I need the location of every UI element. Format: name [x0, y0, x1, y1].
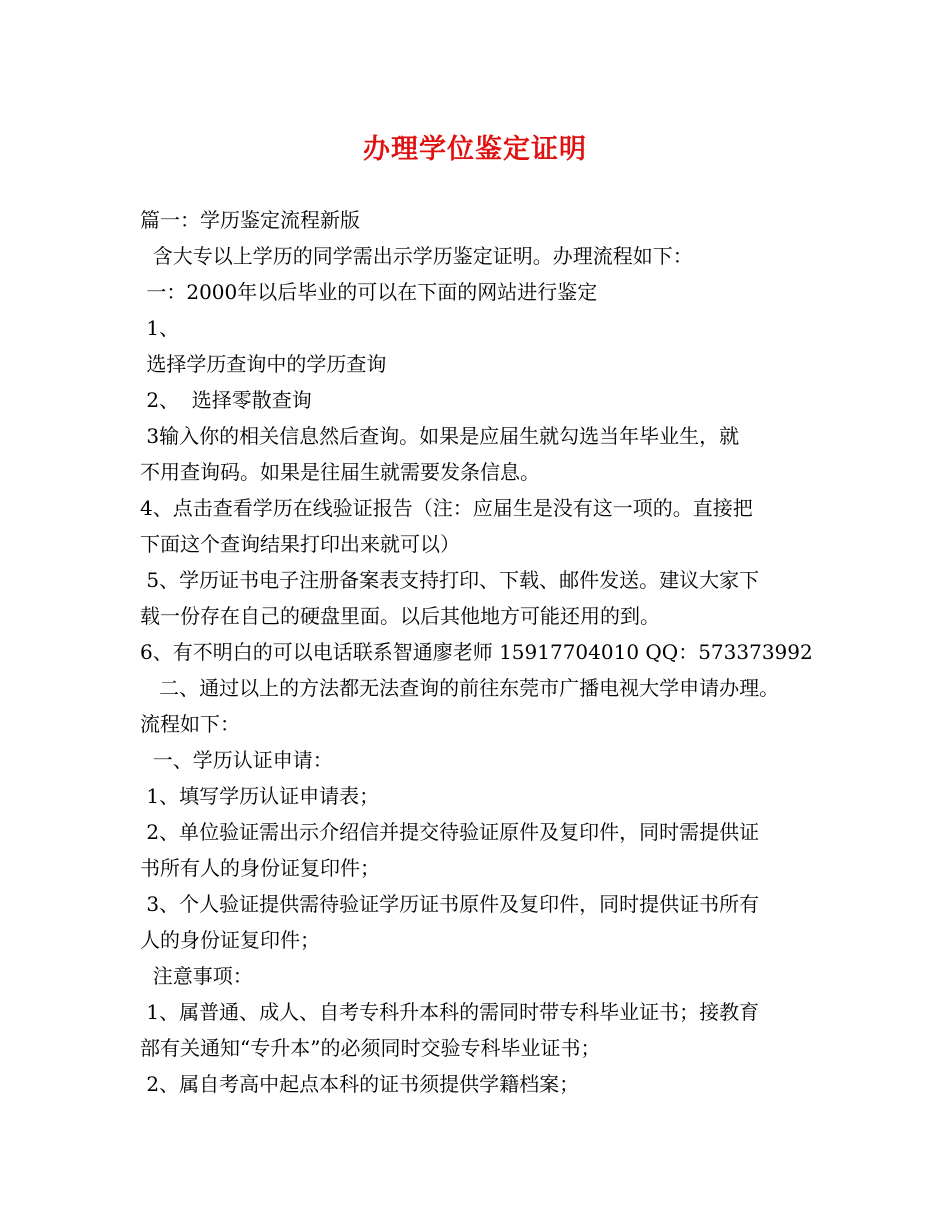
text-line: 不用查询码。如果是往届生就需要发条信息。: [140, 460, 540, 484]
text-line: 6、有不明白的可以电话联系智通廖老师 15917704010 QQ：573373992: [140, 640, 813, 664]
text-line: 流程如下：: [140, 712, 240, 736]
text-line: 1、: [140, 316, 180, 340]
document-title: 办理学位鉴定证明: [363, 134, 587, 165]
text-line: 选择学历查询中的学历查询: [140, 352, 387, 376]
text-line: 载一份存在自己的硬盘里面。以后其他地方可能还用的到。: [140, 604, 660, 628]
text-line: 篇一：学历鉴定流程新版: [140, 208, 360, 232]
text-line: 部有关通知“专升本”的必须同时交验专科毕业证书；: [140, 1036, 601, 1060]
document-body: [140, 202, 840, 1102]
text-line: 一、学历认证申请：: [140, 748, 333, 772]
text-line: 1、属普通、成人、自考专科升本科的需同时带专科毕业证书；接教育: [140, 1000, 760, 1024]
text-line: 二、通过以上的方法都无法查询的前往东莞市广播电视大学申请办理。: [140, 676, 780, 700]
text-line: 注意事项：: [140, 964, 253, 988]
text-line: 5、学历证书电子注册备案表支持打印、下载、邮件发送。建议大家下: [140, 568, 760, 592]
text-line: 一：2000年以后毕业的可以在下面的网站进行鉴定: [140, 280, 598, 304]
text-line: 2、 选择零散查询: [140, 388, 312, 412]
text-line: 2、单位验证需出示介绍信并提交待验证原件及复印件，同时需提供证: [140, 820, 760, 844]
text-line: 1、填写学历认证申请表；: [140, 784, 380, 808]
text-line: 书所有人的身份证复印件；: [140, 856, 380, 880]
text-line: 含大专以上学历的同学需出示学历鉴定证明。办理流程如下：: [140, 244, 693, 268]
text-line: 2、属自考高中起点本科的证书须提供学籍档案；: [140, 1072, 580, 1096]
text-line: 人的身份证复印件；: [140, 928, 320, 952]
text-line: 3输入你的相关信息然后查询。如果是应届生就勾选当年毕业生，就: [140, 424, 740, 448]
text-line: 3、个人验证提供需待验证学历证书原件及复印件，同时提供证书所有: [140, 892, 760, 916]
text-line: 下面这个查询结果打印出来就可以）: [140, 532, 460, 556]
text-line: 4、点击查看学历在线验证报告（注：应届生是没有这一项的。直接把: [140, 496, 753, 520]
